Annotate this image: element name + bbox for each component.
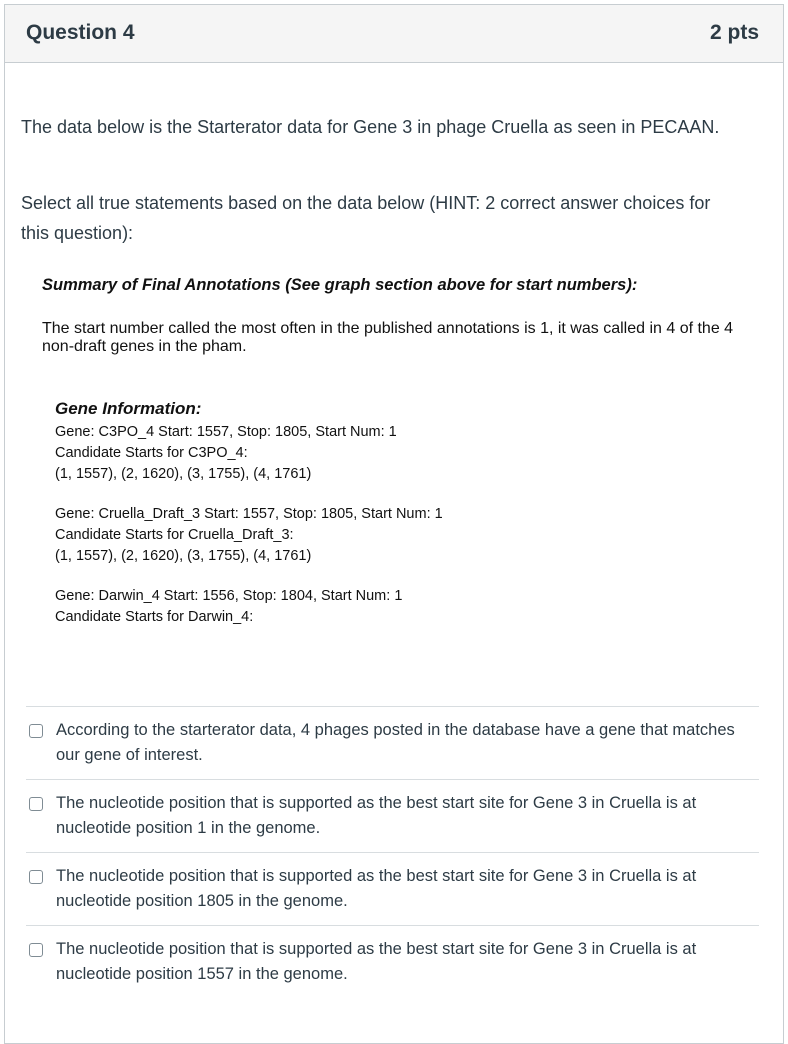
gene-line: Gene: Cruella_Draft_3 Start: 1557, Stop: 1805, Start Num: 1 [55, 506, 443, 522]
answer-list [26, 706, 759, 998]
answer-option-2[interactable] [26, 779, 759, 852]
answer-option-4[interactable] [26, 925, 759, 998]
gene-info-title: Gene Information: [55, 399, 202, 418]
answer-label[interactable]: The nucleotide position that is supported as the best start site for Gene 3 in Cruella is at nucleotide position 1 in the genome. [56, 794, 697, 837]
gene-line: Candidate Starts for Cruella_Draft_3: [55, 527, 294, 543]
summary-text: The start number called the most often in the published annotations is 1, it was called in 4 of the 4 non-draft genes in the pham. [42, 320, 734, 355]
question-header [5, 5, 783, 63]
answer-option-3[interactable] [26, 852, 759, 925]
question-instruction: Select all true statements based on the data below (HINT: 2 correct answer choices for this question): [21, 193, 711, 243]
checkbox[interactable] [29, 724, 43, 738]
checkbox[interactable] [29, 797, 43, 811]
gene-line: (1, 1557), (2, 1620), (3, 1755), (4, 1761) [55, 466, 312, 482]
gene-line: Gene: C3PO_4 Start: 1557, Stop: 1805, Start Num: 1 [55, 424, 397, 440]
summary-title: Summary of Final Annotations (See graph section above for start numbers): [42, 276, 638, 294]
question-points: 2 pts [709, 21, 759, 44]
question-title: Question 4 [26, 21, 135, 44]
answer-option-1[interactable] [26, 706, 759, 779]
checkbox[interactable] [29, 943, 43, 957]
question-intro: The data below is the Starterator data for Gene 3 in phage Cruella as seen in PECAAN. [21, 117, 720, 137]
gene-line: Candidate Starts for Darwin_4: [55, 609, 254, 625]
gene-line: Gene: Darwin_4 Start: 1556, Stop: 1804, Start Num: 1 [55, 588, 403, 604]
answer-label[interactable]: The nucleotide position that is supported as the best start site for Gene 3 in Cruella is at nucleotide position 1557 in the genome. [56, 940, 697, 983]
answer-label[interactable]: The nucleotide position that is supported as the best start site for Gene 3 in Cruella is at nucleotide position 1805 in the genome. [56, 867, 697, 910]
gene-information [55, 398, 715, 647]
checkbox[interactable] [29, 870, 43, 884]
gene-line: (1, 1557), (2, 1620), (3, 1755), (4, 1761) [55, 548, 312, 564]
gene-line: Candidate Starts for C3PO_4: [55, 445, 248, 461]
gene-block-c3po [55, 422, 715, 485]
gene-block-cruella [55, 504, 715, 567]
answer-label[interactable]: According to the starterator data, 4 phages posted in the database have a gene that matches our gene of interest. [56, 721, 735, 764]
gene-block-darwin [55, 586, 715, 628]
